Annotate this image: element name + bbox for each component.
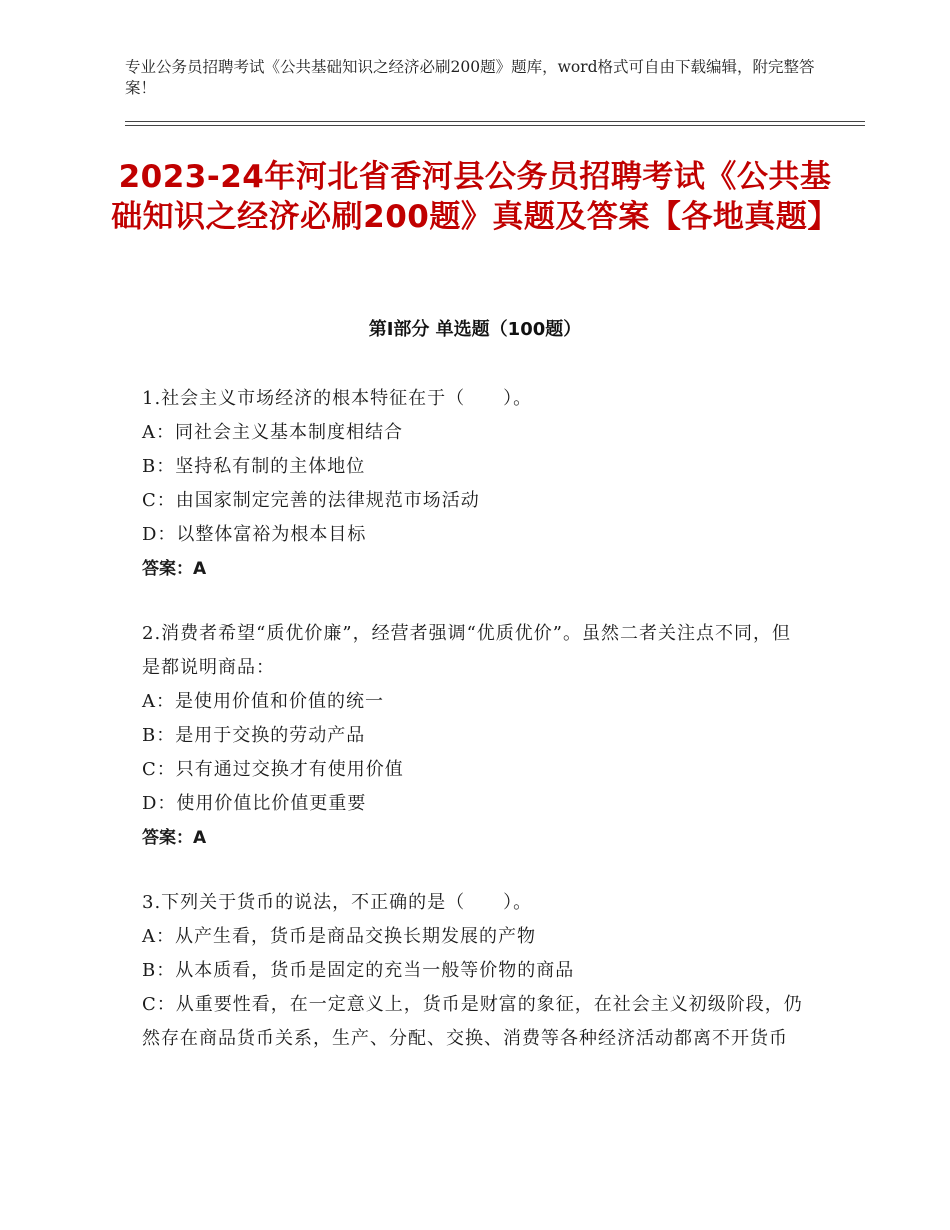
option-b: B：从本质看，货币是固定的充当一般等价物的商品 — [142, 960, 575, 981]
answer-label: 答案：A — [142, 828, 207, 848]
answer-label: 答案：A — [142, 559, 207, 579]
option-b: B：坚持私有制的主体地位 — [142, 456, 366, 477]
option-b: B：是用于交换的劳动产品 — [142, 725, 366, 746]
header-rule-top — [125, 121, 865, 122]
header-rule-bottom — [125, 125, 865, 126]
option-c: C：从重要性看，在一定意义上，货币是财富的象征，在社会主义初级阶段，仍然存在商品货币关系，生产、分配、交换、消费等各种经济活动都离不开货币 — [142, 994, 803, 1049]
header-note: 专业公务员招聘考试《公共基础知识之经济必刷200题》题库，word格式可自由下载编辑，附完整答案！ — [125, 58, 815, 97]
question-stem: 3.下列关于货币的说法，不正确的是（ ）。 — [142, 892, 533, 913]
question-list — [142, 382, 807, 1087]
section-title: 第Ⅰ部分 单选题（100题） — [368, 319, 582, 340]
question-3 — [142, 886, 807, 1056]
option-a: A：从产生看，货币是商品交换长期发展的产物 — [142, 926, 536, 947]
question-1 — [142, 382, 807, 586]
option-c: C：由国家制定完善的法律规范市场活动 — [142, 490, 480, 511]
option-a: A：同社会主义基本制度相结合 — [142, 422, 403, 443]
question-stem: 1.社会主义市场经济的根本特征在于（ ）。 — [142, 388, 533, 409]
document-title: 2023-24年河北省香河县公务员招聘考试《公共基础知识之经济必刷200题》真题及答案【各地真题】 — [111, 159, 839, 235]
question-stem: 2.消费者希望“质优价廉”，经营者强调“优质优价”。虽然二者关注点不同，但是都说明商品： — [142, 623, 791, 678]
option-a: A：是使用价值和价值的统一 — [142, 691, 384, 712]
option-c: C：只有通过交换才有使用价值 — [142, 759, 404, 780]
question-2 — [142, 617, 807, 855]
option-d: D：使用价值比价值更重要 — [142, 793, 367, 814]
option-d: D：以整体富裕为根本目标 — [142, 524, 367, 545]
